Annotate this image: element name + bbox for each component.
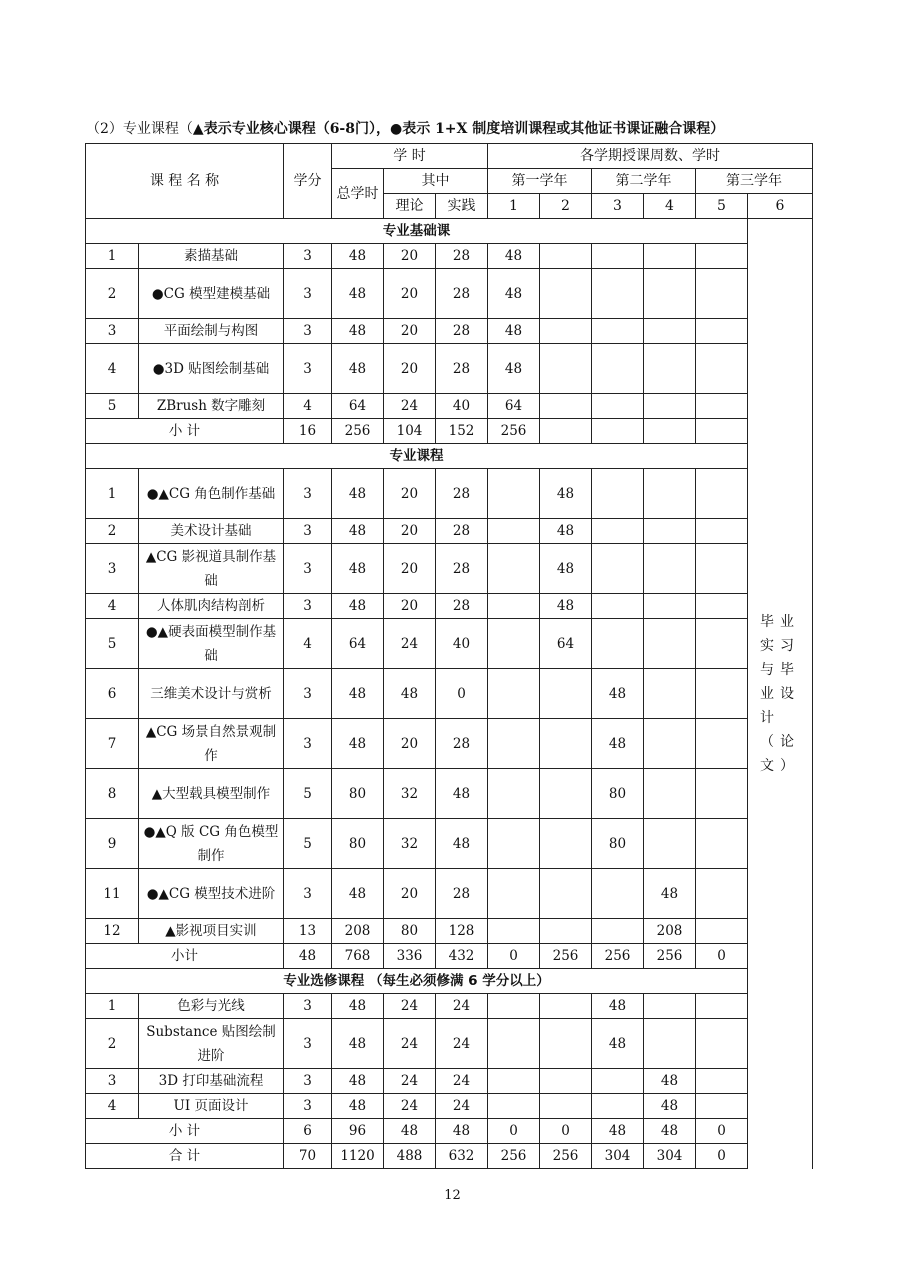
- course-name: ●▲CG 模型技术进阶: [139, 869, 284, 919]
- semester-1-cell: [488, 619, 540, 669]
- header-sem4: 4: [644, 194, 696, 219]
- semester-5-cell: [696, 419, 748, 444]
- total-hours-cell: 48: [332, 344, 384, 394]
- credit-cell: 16: [284, 419, 332, 444]
- semester-3-cell: 48: [592, 994, 644, 1019]
- semester-4-cell: 48: [644, 1119, 696, 1144]
- semester-3-cell: [592, 919, 644, 944]
- semester-4-cell: [644, 819, 696, 869]
- row-number: 6: [86, 669, 139, 719]
- caption-prefix: （2）专业课程（: [86, 121, 193, 137]
- theory-hours-cell: 20: [384, 719, 436, 769]
- semester-1-cell: [488, 819, 540, 869]
- total-hours-cell: 48: [332, 1069, 384, 1094]
- header-year2: 第二学年: [592, 169, 696, 194]
- total-hours-cell: 48: [332, 544, 384, 594]
- header-total: 总学时: [332, 169, 384, 219]
- theory-hours-cell: 20: [384, 269, 436, 319]
- semester-3-cell: [592, 469, 644, 519]
- semester-5-cell: [696, 519, 748, 544]
- total-hours-cell: 80: [332, 769, 384, 819]
- practice-hours-cell: 24: [436, 994, 488, 1019]
- semester-5-cell: [696, 669, 748, 719]
- semester-3-cell: 48: [592, 1119, 644, 1144]
- theory-hours-cell: 24: [384, 394, 436, 419]
- semester-3-cell: [592, 269, 644, 319]
- semester-4-cell: 256: [644, 944, 696, 969]
- semester-3-cell: 48: [592, 669, 644, 719]
- semester-5-cell: [696, 769, 748, 819]
- theory-hours-cell: 24: [384, 619, 436, 669]
- theory-hours-cell: 20: [384, 594, 436, 619]
- total-hours-cell: 64: [332, 394, 384, 419]
- header-practice: 实践: [436, 194, 488, 219]
- practice-hours-cell: 128: [436, 919, 488, 944]
- semester-5-cell: [696, 994, 748, 1019]
- semester-2-cell: [540, 269, 592, 319]
- header-theory: 理论: [384, 194, 436, 219]
- credit-cell: 3: [284, 519, 332, 544]
- semester-5-cell: [696, 344, 748, 394]
- semester-2-cell: 48: [540, 594, 592, 619]
- practice-hours-cell: 152: [436, 419, 488, 444]
- theory-hours-cell: 20: [384, 469, 436, 519]
- semester-2-cell: [540, 419, 592, 444]
- semester-2-cell: 48: [540, 544, 592, 594]
- header-credit: 学分: [284, 144, 332, 219]
- header-sem1: 1: [488, 194, 540, 219]
- semester-1-cell: 48: [488, 269, 540, 319]
- semester-5-cell: [696, 619, 748, 669]
- credit-cell: 3: [284, 1094, 332, 1119]
- header-sem3: 3: [592, 194, 644, 219]
- row-number: 5: [86, 619, 139, 669]
- practice-hours-cell: 28: [436, 269, 488, 319]
- theory-hours-cell: 48: [384, 1119, 436, 1144]
- subtotal-label: 小 计: [86, 1119, 284, 1144]
- theory-hours-cell: 20: [384, 544, 436, 594]
- course-name: ▲影视项目实训: [139, 919, 284, 944]
- practice-hours-cell: 24: [436, 1019, 488, 1069]
- semester-1-cell: [488, 469, 540, 519]
- subtotal-label: 合 计: [86, 1144, 284, 1169]
- header-hours: 学 时: [332, 144, 488, 169]
- course-name: 美术设计基础: [139, 519, 284, 544]
- semester-3-cell: 304: [592, 1144, 644, 1169]
- row-number: 11: [86, 869, 139, 919]
- row-number: 2: [86, 1019, 139, 1069]
- semester-5-cell: 0: [696, 944, 748, 969]
- semester-5-cell: [696, 469, 748, 519]
- semester-5-cell: [696, 544, 748, 594]
- semester-1-cell: [488, 594, 540, 619]
- practice-hours-cell: 28: [436, 469, 488, 519]
- semester-3-cell: 80: [592, 819, 644, 869]
- semester-3-cell: [592, 344, 644, 394]
- course-name: 3D 打印基础流程: [139, 1069, 284, 1094]
- semester-1-cell: 0: [488, 1119, 540, 1144]
- credit-cell: 3: [284, 594, 332, 619]
- row-number: 4: [86, 344, 139, 394]
- semester-4-cell: [644, 719, 696, 769]
- semester-2-cell: [540, 1094, 592, 1119]
- theory-hours-cell: 48: [384, 669, 436, 719]
- course-name: ▲大型载具模型制作: [139, 769, 284, 819]
- semester-5-cell: 0: [696, 1119, 748, 1144]
- practice-hours-cell: 28: [436, 319, 488, 344]
- credit-cell: 3: [284, 719, 332, 769]
- course-name: ZBrush 数字雕刻: [139, 394, 284, 419]
- caption-text: ▲表示专业核心课程（6-8门），●表示 1+X 制度培训课程或其他证书课证融合课程）: [192, 121, 725, 137]
- semester-1-cell: 0: [488, 944, 540, 969]
- semester-4-cell: [644, 519, 696, 544]
- semester-2-cell: [540, 344, 592, 394]
- curriculum-table: [85, 143, 813, 1169]
- practice-hours-cell: 24: [436, 1069, 488, 1094]
- semester-3-cell: [592, 1069, 644, 1094]
- semester-1-cell: 48: [488, 244, 540, 269]
- semester-2-cell: [540, 1069, 592, 1094]
- side-note: 毕业实习与毕业设计（论文）: [748, 219, 813, 1169]
- theory-hours-cell: 20: [384, 244, 436, 269]
- semester-3-cell: 48: [592, 719, 644, 769]
- semester-4-cell: [644, 344, 696, 394]
- credit-cell: 3: [284, 994, 332, 1019]
- practice-hours-cell: 28: [436, 244, 488, 269]
- course-name: ●▲硬表面模型制作基础: [139, 619, 284, 669]
- subtotal-label: 小计: [86, 944, 284, 969]
- semester-4-cell: [644, 394, 696, 419]
- row-number: 1: [86, 244, 139, 269]
- semester-1-cell: 48: [488, 319, 540, 344]
- course-name: ●CG 模型建模基础: [139, 269, 284, 319]
- course-name: ●▲Q 版 CG 角色模型制作: [139, 819, 284, 869]
- practice-hours-cell: 48: [436, 769, 488, 819]
- practice-hours-cell: 28: [436, 719, 488, 769]
- semester-3-cell: [592, 319, 644, 344]
- semester-5-cell: [696, 1094, 748, 1119]
- header-year1: 第一学年: [488, 169, 592, 194]
- semester-2-cell: [540, 719, 592, 769]
- semester-2-cell: [540, 244, 592, 269]
- credit-cell: 70: [284, 1144, 332, 1169]
- semester-1-cell: [488, 1069, 540, 1094]
- credit-cell: 3: [284, 544, 332, 594]
- row-number: 3: [86, 544, 139, 594]
- row-number: 4: [86, 1094, 139, 1119]
- semester-1-cell: 256: [488, 419, 540, 444]
- credit-cell: 4: [284, 394, 332, 419]
- theory-hours-cell: 24: [384, 1019, 436, 1069]
- credit-cell: 3: [284, 869, 332, 919]
- semester-2-cell: 256: [540, 944, 592, 969]
- header-course-name: 课 程 名 称: [86, 144, 284, 219]
- semester-2-cell: [540, 769, 592, 819]
- semester-4-cell: [644, 994, 696, 1019]
- semester-4-cell: [644, 469, 696, 519]
- semester-5-cell: [696, 1019, 748, 1069]
- section-title: 专业课程: [86, 444, 748, 469]
- semester-3-cell: [592, 394, 644, 419]
- row-number: 5: [86, 394, 139, 419]
- semester-1-cell: [488, 1094, 540, 1119]
- row-number: 7: [86, 719, 139, 769]
- subtotal-label: 小 计: [86, 419, 284, 444]
- row-number: 2: [86, 519, 139, 544]
- semester-3-cell: 256: [592, 944, 644, 969]
- total-hours-cell: 48: [332, 469, 384, 519]
- semester-5-cell: [696, 244, 748, 269]
- semester-2-cell: [540, 394, 592, 419]
- course-name: ●▲CG 角色制作基础: [139, 469, 284, 519]
- course-name: Substance 贴图绘制进阶: [139, 1019, 284, 1069]
- semester-3-cell: [592, 594, 644, 619]
- total-hours-cell: 48: [332, 244, 384, 269]
- credit-cell: 5: [284, 769, 332, 819]
- credit-cell: 3: [284, 319, 332, 344]
- header-sem2: 2: [540, 194, 592, 219]
- credit-cell: 3: [284, 1069, 332, 1094]
- total-hours-cell: 48: [332, 269, 384, 319]
- semester-3-cell: 80: [592, 769, 644, 819]
- theory-hours-cell: 20: [384, 319, 436, 344]
- semester-4-cell: [644, 619, 696, 669]
- practice-hours-cell: 28: [436, 344, 488, 394]
- credit-cell: 5: [284, 819, 332, 869]
- total-hours-cell: 48: [332, 319, 384, 344]
- semester-3-cell: [592, 1094, 644, 1119]
- semester-1-cell: [488, 669, 540, 719]
- semester-2-cell: 0: [540, 1119, 592, 1144]
- credit-cell: 3: [284, 1019, 332, 1069]
- semester-2-cell: [540, 319, 592, 344]
- credit-cell: 3: [284, 469, 332, 519]
- row-number: 1: [86, 994, 139, 1019]
- semester-4-cell: [644, 1019, 696, 1069]
- semester-1-cell: [488, 1019, 540, 1069]
- course-name: 色彩与光线: [139, 994, 284, 1019]
- theory-hours-cell: 104: [384, 419, 436, 444]
- total-hours-cell: 48: [332, 519, 384, 544]
- semester-1-cell: [488, 519, 540, 544]
- semester-5-cell: [696, 1069, 748, 1094]
- theory-hours-cell: 32: [384, 819, 436, 869]
- practice-hours-cell: 40: [436, 619, 488, 669]
- semester-4-cell: [644, 544, 696, 594]
- semester-3-cell: [592, 869, 644, 919]
- row-number: 12: [86, 919, 139, 944]
- table-caption: [86, 118, 886, 138]
- practice-hours-cell: 28: [436, 594, 488, 619]
- course-name: UI 页面设计: [139, 1094, 284, 1119]
- semester-2-cell: [540, 919, 592, 944]
- practice-hours-cell: 432: [436, 944, 488, 969]
- semester-1-cell: [488, 544, 540, 594]
- total-hours-cell: 48: [332, 719, 384, 769]
- semester-1-cell: [488, 719, 540, 769]
- practice-hours-cell: 48: [436, 819, 488, 869]
- course-name: 平面绘制与构图: [139, 319, 284, 344]
- semester-5-cell: [696, 594, 748, 619]
- total-hours-cell: 208: [332, 919, 384, 944]
- semester-4-cell: 48: [644, 1069, 696, 1094]
- credit-cell: 48: [284, 944, 332, 969]
- theory-hours-cell: 80: [384, 919, 436, 944]
- row-number: 3: [86, 319, 139, 344]
- total-hours-cell: 48: [332, 669, 384, 719]
- semester-1-cell: 64: [488, 394, 540, 419]
- total-hours-cell: 48: [332, 994, 384, 1019]
- semester-1-cell: [488, 769, 540, 819]
- total-hours-cell: 768: [332, 944, 384, 969]
- row-number: 4: [86, 594, 139, 619]
- semester-4-cell: [644, 594, 696, 619]
- section-title: 专业选修课程 （每生必须修满 6 学分以上）: [86, 969, 748, 994]
- semester-2-cell: [540, 669, 592, 719]
- theory-hours-cell: 20: [384, 519, 436, 544]
- course-name: 三维美术设计与赏析: [139, 669, 284, 719]
- semester-4-cell: [644, 244, 696, 269]
- semester-3-cell: 48: [592, 1019, 644, 1069]
- row-number: 8: [86, 769, 139, 819]
- practice-hours-cell: 28: [436, 869, 488, 919]
- semester-2-cell: [540, 994, 592, 1019]
- total-hours-cell: 80: [332, 819, 384, 869]
- semester-1-cell: [488, 869, 540, 919]
- semester-3-cell: [592, 544, 644, 594]
- semester-4-cell: 48: [644, 1094, 696, 1119]
- semester-5-cell: [696, 819, 748, 869]
- credit-cell: 3: [284, 244, 332, 269]
- theory-hours-cell: 336: [384, 944, 436, 969]
- credit-cell: 3: [284, 344, 332, 394]
- semester-3-cell: [592, 519, 644, 544]
- theory-hours-cell: 488: [384, 1144, 436, 1169]
- practice-hours-cell: 0: [436, 669, 488, 719]
- theory-hours-cell: 24: [384, 994, 436, 1019]
- semester-2-cell: 48: [540, 519, 592, 544]
- practice-hours-cell: 28: [436, 544, 488, 594]
- course-name: ▲CG 影视道具制作基础: [139, 544, 284, 594]
- semester-4-cell: 48: [644, 869, 696, 919]
- row-number: 3: [86, 1069, 139, 1094]
- semester-1-cell: [488, 919, 540, 944]
- course-name: 素描基础: [139, 244, 284, 269]
- header-of-which: 其中: [384, 169, 488, 194]
- semester-4-cell: [644, 769, 696, 819]
- semester-5-cell: [696, 869, 748, 919]
- semester-2-cell: [540, 819, 592, 869]
- practice-hours-cell: 24: [436, 1094, 488, 1119]
- course-name: ●3D 贴图绘制基础: [139, 344, 284, 394]
- header-year3: 第三学年: [696, 169, 813, 194]
- total-hours-cell: 48: [332, 1094, 384, 1119]
- row-number: 1: [86, 469, 139, 519]
- practice-hours-cell: 40: [436, 394, 488, 419]
- credit-cell: 4: [284, 619, 332, 669]
- credit-cell: 6: [284, 1119, 332, 1144]
- header-weekly: 各学期授课周数、学时: [488, 144, 813, 169]
- credit-cell: 3: [284, 269, 332, 319]
- semester-1-cell: [488, 994, 540, 1019]
- header-sem5: 5: [696, 194, 748, 219]
- total-hours-cell: 48: [332, 594, 384, 619]
- semester-4-cell: [644, 669, 696, 719]
- practice-hours-cell: 28: [436, 519, 488, 544]
- total-hours-cell: 48: [332, 1019, 384, 1069]
- page-number: 12: [444, 1188, 461, 1203]
- practice-hours-cell: 48: [436, 1119, 488, 1144]
- theory-hours-cell: 20: [384, 869, 436, 919]
- semester-5-cell: [696, 269, 748, 319]
- section-title: 专业基础课: [86, 219, 748, 244]
- semester-5-cell: 0: [696, 1144, 748, 1169]
- semester-1-cell: 256: [488, 1144, 540, 1169]
- semester-2-cell: [540, 1019, 592, 1069]
- semester-3-cell: [592, 619, 644, 669]
- credit-cell: 13: [284, 919, 332, 944]
- semester-4-cell: [644, 419, 696, 444]
- theory-hours-cell: 20: [384, 344, 436, 394]
- semester-5-cell: [696, 719, 748, 769]
- semester-2-cell: 64: [540, 619, 592, 669]
- total-hours-cell: 96: [332, 1119, 384, 1144]
- semester-3-cell: [592, 244, 644, 269]
- semester-2-cell: [540, 869, 592, 919]
- semester-5-cell: [696, 919, 748, 944]
- semester-4-cell: 208: [644, 919, 696, 944]
- header-sem6: 6: [748, 194, 813, 219]
- semester-4-cell: [644, 319, 696, 344]
- total-hours-cell: 256: [332, 419, 384, 444]
- theory-hours-cell: 32: [384, 769, 436, 819]
- course-name: ▲CG 场景自然景观制作: [139, 719, 284, 769]
- semester-2-cell: 256: [540, 1144, 592, 1169]
- semester-1-cell: 48: [488, 344, 540, 394]
- total-hours-cell: 1120: [332, 1144, 384, 1169]
- semester-2-cell: 48: [540, 469, 592, 519]
- semester-5-cell: [696, 319, 748, 344]
- row-number: 9: [86, 819, 139, 869]
- total-hours-cell: 48: [332, 869, 384, 919]
- semester-4-cell: [644, 269, 696, 319]
- theory-hours-cell: 24: [384, 1069, 436, 1094]
- total-hours-cell: 64: [332, 619, 384, 669]
- theory-hours-cell: 24: [384, 1094, 436, 1119]
- course-name: 人体肌肉结构剖析: [139, 594, 284, 619]
- semester-3-cell: [592, 419, 644, 444]
- row-number: 2: [86, 269, 139, 319]
- semester-5-cell: [696, 394, 748, 419]
- semester-4-cell: 304: [644, 1144, 696, 1169]
- practice-hours-cell: 632: [436, 1144, 488, 1169]
- credit-cell: 3: [284, 669, 332, 719]
